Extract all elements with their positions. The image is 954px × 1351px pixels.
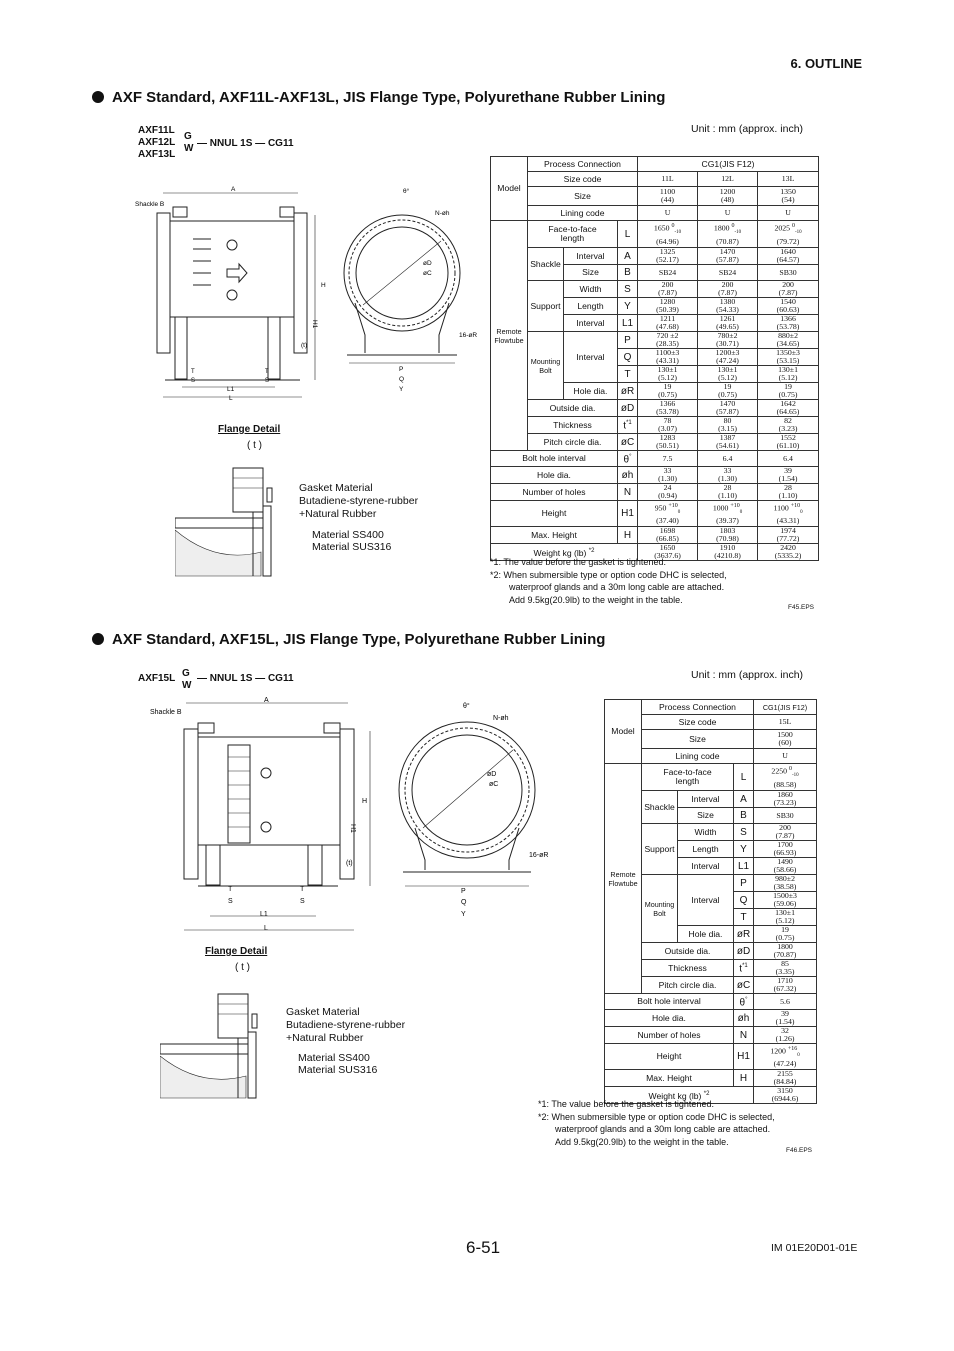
section1-side-view xyxy=(135,185,335,405)
section1-spec-table: Model Process Connection CG1(JIS F12) Size code 11L 12L 13L Size 1100 (44) 1200 (48) 1350 (54) Lining code U U U Remote Flowtube Face-to-face length L 1650 $^0_{-10}$ (64.96) 1800 $^0_{-10}$ (70.87) 2025 $^0_{-10}$ (79.72) Shackle Interval A 1325 (52.17) 1470 (57.87) 1640 (64.57) Size B SB24 SB24 SB30 Support Width S 200 (7.87) 200 (7.87) 200 (7.87) Length Y 1280 (50.39) 1380 (54.33) 1540 (60.63) Interval L1 1211 (47.68) 1261 (49.65) 1366 (53.78) Mounting Bolt Interval P 720 ±2 (28.35) 780±2 (30.71) 880±2 (34.65) Q 1100±3 (43.31) 1200±3 (47.24) 1350±3 (53.15) T 130±1 (5.12) 130±1 (5.12) 130±1 (5.12) Hole dia. øR 19 (0.75) 19 (0.75) 19 (0.75) Outside dia. øD 1366 (53.78) 1470 (57.87) 1642 (64.65) Thickness $t^{*1}$ 78 (3.07) 80 (3.15) 82 (3.23) Pitch circle dia. øC 1283 (50.51) 1387 (54.61) 1552 (61.10) Bolt hole interval θ° 7.5 6.4 6.4 Hole dia. øh 33 (1.30) 33 (1.30) 39 (1.54) Number of holes N 24 (0.94) 28 (1.10) 28 (1.10) Height H1 950 $^{+10}_0$ (37.40) 1000 $^{+10}_0$ (39.37) 1100 $^{+10}_0$ (43.31) Max. Height H 1698 (66.85) 1803 (70.98) 1974 (77.72) Weight kg (lb) $^{*2}$ 1650 (3637.6) 1910 (4210.8) 2420 (5335.2) xyxy=(490,156,819,561)
dim-l-label: L xyxy=(229,395,233,402)
dim-p-label: P xyxy=(461,888,466,895)
dim-s-label: S xyxy=(228,898,233,905)
section2-unit: Unit : mm (approx. inch) xyxy=(691,669,804,681)
bullet-icon xyxy=(92,91,104,103)
dim-h-label: H xyxy=(321,282,326,289)
section2-material-note: Material SS400 Material SUS316 xyxy=(298,1052,378,1076)
section2-t-label: ( t ) xyxy=(235,962,250,973)
dim-t-label: T xyxy=(228,886,233,893)
dim-p-label: P xyxy=(399,366,404,373)
dim-t-label: T xyxy=(191,369,195,375)
section1-unit: Unit : mm (approx. inch) xyxy=(691,123,804,135)
dim-t-paren-label: (t) xyxy=(346,860,353,867)
dim-l1-label: L1 xyxy=(260,911,268,918)
dim-t-paren-label: (t) xyxy=(301,342,308,349)
shackle-b-label: Shackle B xyxy=(135,201,165,208)
section2-flange-detail-title: Flange Detail xyxy=(205,946,268,957)
page-number: 6-51 xyxy=(466,1238,501,1257)
dim-y-label: Y xyxy=(399,386,404,393)
section2-gasket-note: Gasket Material Butadiene-styrene-rubber +Natural Rubber xyxy=(286,1006,406,1044)
n-h-label: N-øh xyxy=(435,210,450,217)
section1-t-label: ( t ) xyxy=(247,440,262,451)
dim-s2-label: S xyxy=(300,898,305,905)
c-label: øC xyxy=(423,270,432,277)
document-id: IM 01E20D01-01E xyxy=(771,1242,858,1254)
section2-side-view xyxy=(148,693,383,938)
section1-notes: *1: The value before the gasket is tightened. *2: When submersible type or option code DHC is selected, waterproof glands and a 30m long cable are attached. Add 9.5kg(20.9lb) to the weight in the table. xyxy=(490,557,727,605)
section2-notes: *1: The value before the gasket is tightened. *2: When submersible type or option code DHC is selected, waterproof glands and a 30m long cable are attached. Add 9.5kg(20.9lb) to the weight in the table. xyxy=(538,1099,775,1147)
section1-model-code: AXF11L AXF12L AXF13L xyxy=(138,125,176,160)
section1-flange-detail-title: Flange Detail xyxy=(218,424,281,435)
shackle-b-label: Shackle B xyxy=(150,709,182,716)
section1-gw: G W xyxy=(184,131,194,154)
section1-eps: F45.EPS xyxy=(788,604,815,611)
c-label: øC xyxy=(489,781,499,788)
dim-y-label: Y xyxy=(461,911,466,918)
dim-q-label: Q xyxy=(399,376,405,383)
dim-s-label: S xyxy=(191,378,196,384)
theta-label: θ° xyxy=(463,703,470,710)
dim-q-label: Q xyxy=(461,899,467,906)
bullet-icon xyxy=(92,633,104,645)
theta-label: θ° xyxy=(403,188,410,195)
dim-t2-label: T xyxy=(300,886,305,893)
d-label: øD xyxy=(487,771,497,778)
r16-label: 16-øR xyxy=(529,852,549,859)
section1-gasket-note: Gasket Material Butadiene-styrene-rubber +Natural Rubber xyxy=(299,482,419,520)
section2-spec-table: Model Process Connection CG1(JIS F12) Size code 15L Size 1500 (60) Lining code U Remote Flowtube Face-to-face length L 2250 $^0_{-10}$ (88.58) Shackle Interval A 1860 (73.23) Size B SB30 Support Width S 200 (7.87) Length Y 1700 (66.93) Interval L1 1490 (58.66) Mounting Bolt Interval P 980±2 (38.58) Q 1500±3 (59.06) T 130±1 (5.12) Hole dia. øR 19 (0.75) Outside dia. øD 1800 (70.87) Thickness $t^{*1}$ 85 (3.35) Pitch circle dia. øC 1710 (67.32) Bolt hole interval θ° 5.6 Hole dia. øh 39 (1.54) Number of holes N 32 (1.26) Height H1 1200 $^{+16}_0$ (47.24) Max. Height H 2155 (84.84) Weight kg (lb) $^{*2}$ 3150 (6944.6) xyxy=(604,699,817,1104)
dim-a-label: A xyxy=(264,697,269,704)
section1-material-note: Material SS400 Material SUS316 xyxy=(312,529,392,553)
dim-s2-label: S xyxy=(265,378,270,384)
section2-flange-drawing xyxy=(160,972,270,1100)
dim-l1-label: L1 xyxy=(227,386,235,393)
section1-title: AXF Standard, AXF11L-AXF13L, JIS Flange Type, Polyurethane Rubber Lining xyxy=(92,89,665,106)
section2-gw: G W xyxy=(182,668,192,691)
section1-flange-drawing xyxy=(175,452,285,577)
section2-end-view xyxy=(385,698,560,923)
section1-end-view xyxy=(335,185,485,395)
section1-code-suffix: — NNUL 1S — CG11 xyxy=(197,138,294,149)
dim-t2-label: T xyxy=(265,369,269,375)
section2-model-code: AXF15L xyxy=(138,673,176,684)
section2-eps: F46.EPS xyxy=(786,1147,813,1154)
dim-a-label: A xyxy=(231,186,236,193)
section-header: 6. OUTLINE xyxy=(790,56,862,71)
section2-title: AXF Standard, AXF15L, JIS Flange Type, Polyurethane Rubber Lining xyxy=(92,631,605,648)
r16-label: 16-øR xyxy=(459,332,478,339)
dim-h-label: H xyxy=(362,798,368,805)
dim-h1-label: H1 xyxy=(311,320,318,329)
dim-l-label: L xyxy=(264,925,268,932)
section2-code-suffix: — NNUL 1S — CG11 xyxy=(197,673,294,684)
d-label: øD xyxy=(423,260,432,267)
dim-h1-label: H1 xyxy=(349,824,356,833)
n-h-label: N-øh xyxy=(493,715,509,722)
